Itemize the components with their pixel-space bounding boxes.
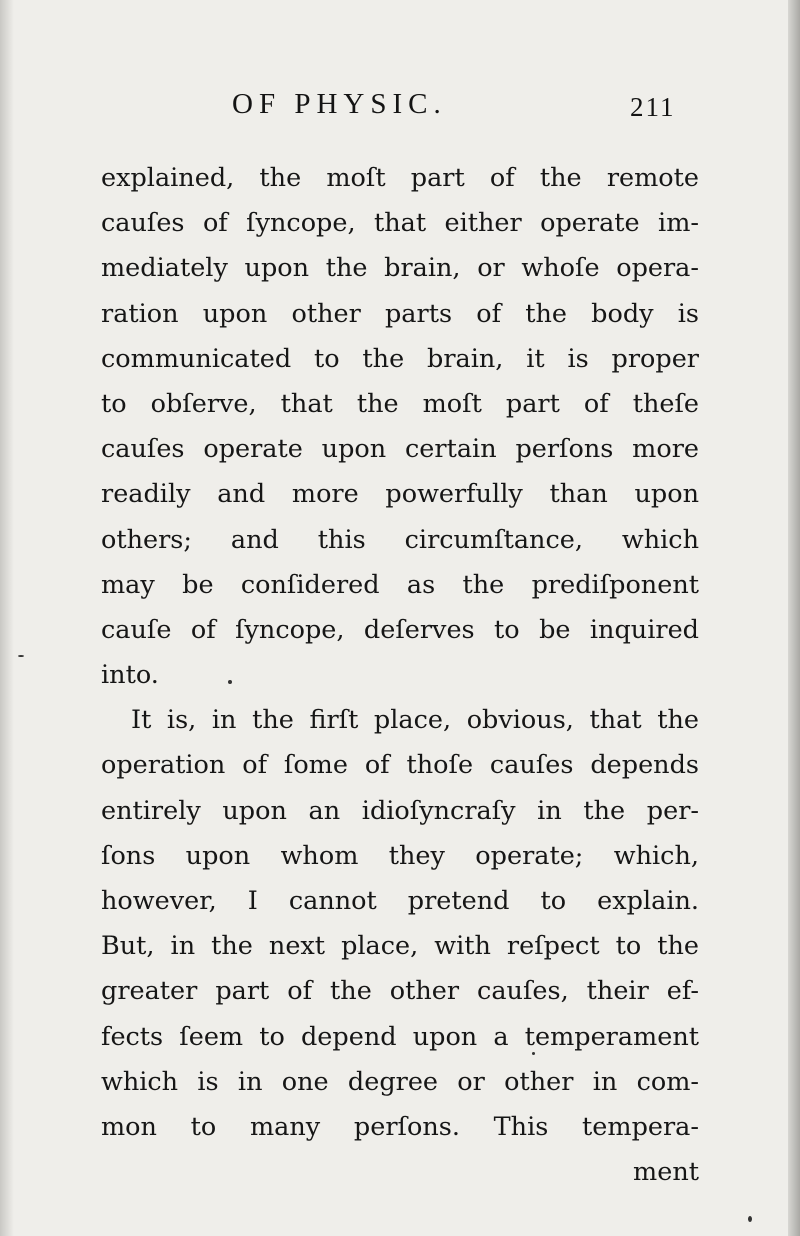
text-line: ſons upon whom they operate; which, [101,840,699,871]
page-edge-shadow [788,0,800,1236]
ink-speck [18,655,24,657]
body-text [101,156,699,1195]
text-line: cauſes operate upon certain perſons more [101,434,699,465]
text-line: may be conſidered as the prediſponent [101,569,699,600]
text-line: however, I cannot pretend to explain. [101,886,699,916]
text-line: communicated to the brain, it is proper [101,343,699,374]
text-line: cauſes of ſyncope, that either operate im- [101,208,699,239]
text-line: explained, the moſt part of the remote [101,163,699,193]
paragraph-end-line: into. [101,660,159,691]
text-line: greater part of the other cauſes, their ef- [101,976,699,1007]
text-line: cauſe of ſyncope, deſerves to be inquired [101,614,699,645]
text-line: fects ſeem to depend upon a temperament [101,1021,699,1052]
page-number: 211 [630,92,676,122]
paragraph-start-line: It is, in the firſt place, obvious, that the [131,705,699,736]
page-gutter-shadow [0,0,14,1236]
running-head: OF PHYSIC. [232,88,447,120]
text-line: ration upon other parts of the body is [101,298,699,329]
text-line: But, in the next place, with reſpect to the [101,931,699,962]
ink-speck [748,1216,752,1222]
catchword: ment [633,1157,699,1188]
text-line: which is in one degree or other in com- [101,1066,699,1097]
ink-speck [228,680,232,684]
text-line: readily and more powerfully than upon [101,479,699,510]
text-line: operation of ſome of thoſe cauſes depends [101,750,699,781]
text-line: mon to many perſons. This tempera- [101,1111,699,1142]
text-line: to obſerve, that the moſt part of theſe [101,388,699,419]
ink-speck [532,1052,535,1055]
text-line: entirely upon an idioſyncraſy in the per- [101,795,699,826]
text-line: mediately upon the brain, or whoſe opera- [101,253,699,284]
text-line: others; and this circumſtance, which [101,524,699,555]
